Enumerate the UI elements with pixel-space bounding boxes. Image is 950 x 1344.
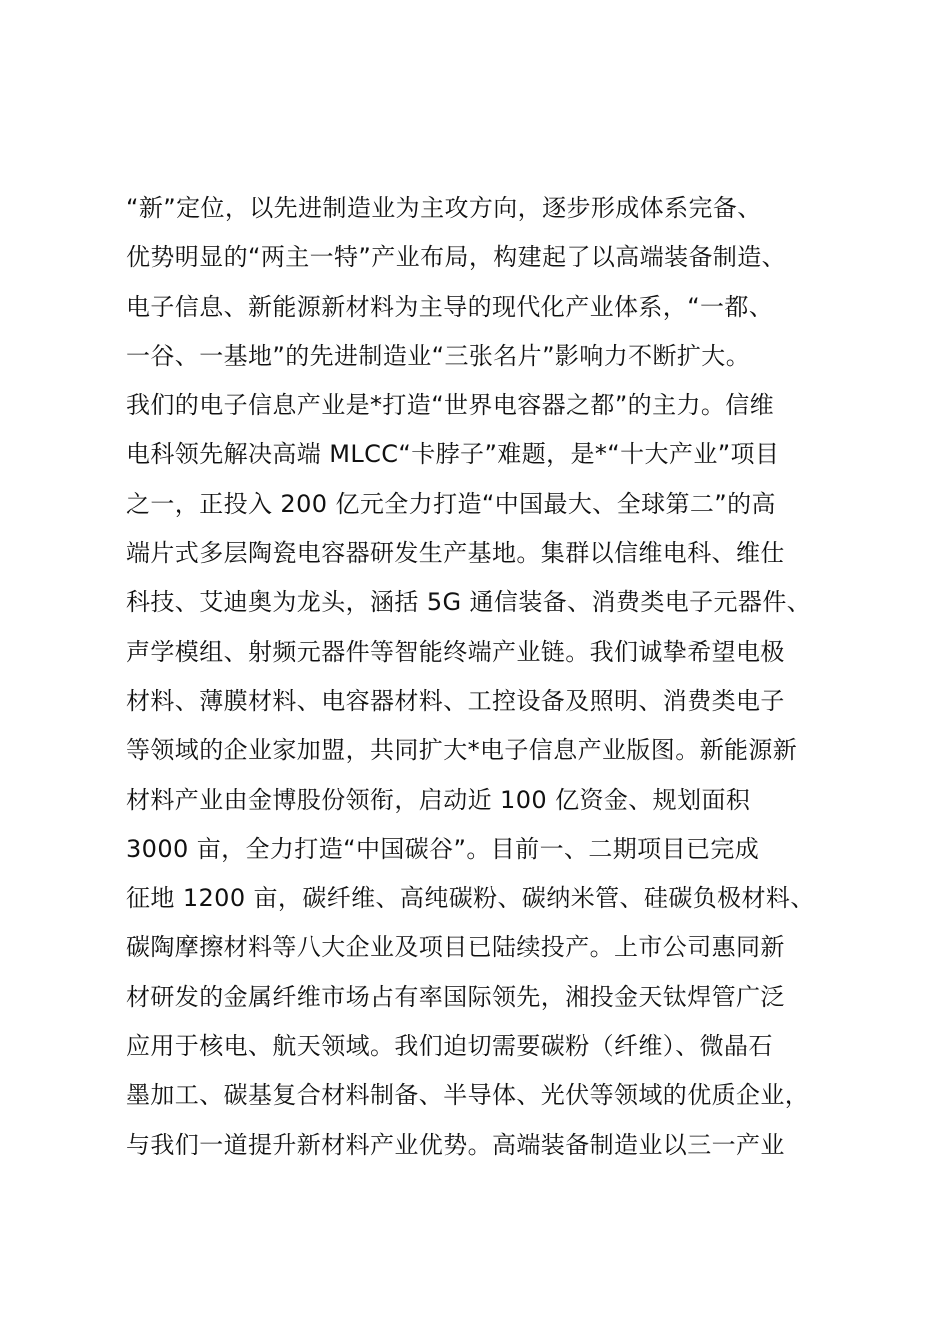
text-line: 等领域的企业家加盟，共同扩大*电子信息产业版图。新能源新 bbox=[126, 736, 798, 765]
text-line: 征地 1200 亩，碳纤维、高纯碳粉、碳纳米管、硅碳负极材料、 bbox=[126, 884, 815, 913]
text-line: 材料产业由金博股份领衔，启动近 100 亿资金、规划面积 bbox=[126, 785, 751, 814]
text-line: 优势明显的“两主一特”产业布局，构建起了以高端装备制造、 bbox=[126, 243, 787, 272]
text-line: 声学模组、射频元器件等智能终端产业链。我们诚挚希望电极 bbox=[126, 637, 785, 666]
text-line: 墨加工、碳基复合材料制备、半导体、光伏等领域的优质企业， bbox=[126, 1081, 810, 1110]
text-line: 科技、艾迪奥为龙头，涵括 5G 通信装备、消费类电子元器件、 bbox=[126, 588, 812, 617]
text-line: 与我们一道提升新材料产业优势。高端装备制造业以三一产业 bbox=[126, 1130, 785, 1159]
text-line: “新”定位，以先进制造业为主攻方向，逐步形成体系完备、 bbox=[126, 194, 762, 222]
text-line: 材料、薄膜材料、电容器材料、工控设备及照明、消费类电子 bbox=[126, 686, 785, 715]
body-paragraph bbox=[126, 184, 856, 1170]
text-line: 电子信息、新能源新材料为主导的现代化产业体系，“一都、 bbox=[126, 292, 774, 321]
text-line: 材研发的金属纤维市场占有率国际领先，湘投金天钛焊管广泛 bbox=[126, 982, 785, 1011]
text-line: 我们的电子信息产业是*打造“世界电容器之都”的主力。信维 bbox=[126, 391, 775, 420]
text-line: 碳陶摩擦材料等八大企业及项目已陆续投产。上市公司惠同新 bbox=[126, 933, 785, 962]
text-line: 一谷、一基地”的先进制造业“三张名片”影响力不断扩大。 bbox=[126, 341, 751, 370]
text-line: 应用于核电、航天领域。我们迫切需要碳粉（纤维）、微晶石 bbox=[126, 1032, 773, 1061]
text-line: 3000 亩，全力打造“中国碳谷”。目前一、二期项目已完成 bbox=[126, 834, 760, 863]
text-line: 电科领先解决高端 MLCC“卡脖子”难题，是*“十大产业”项目 bbox=[126, 440, 780, 469]
text-line: 端片式多层陶瓷电容器研发生产基地。集群以信维电科、维仕 bbox=[126, 539, 785, 568]
text-line: 之一，正投入 200 亿元全力打造“中国最大、全球第二”的高 bbox=[126, 489, 776, 518]
